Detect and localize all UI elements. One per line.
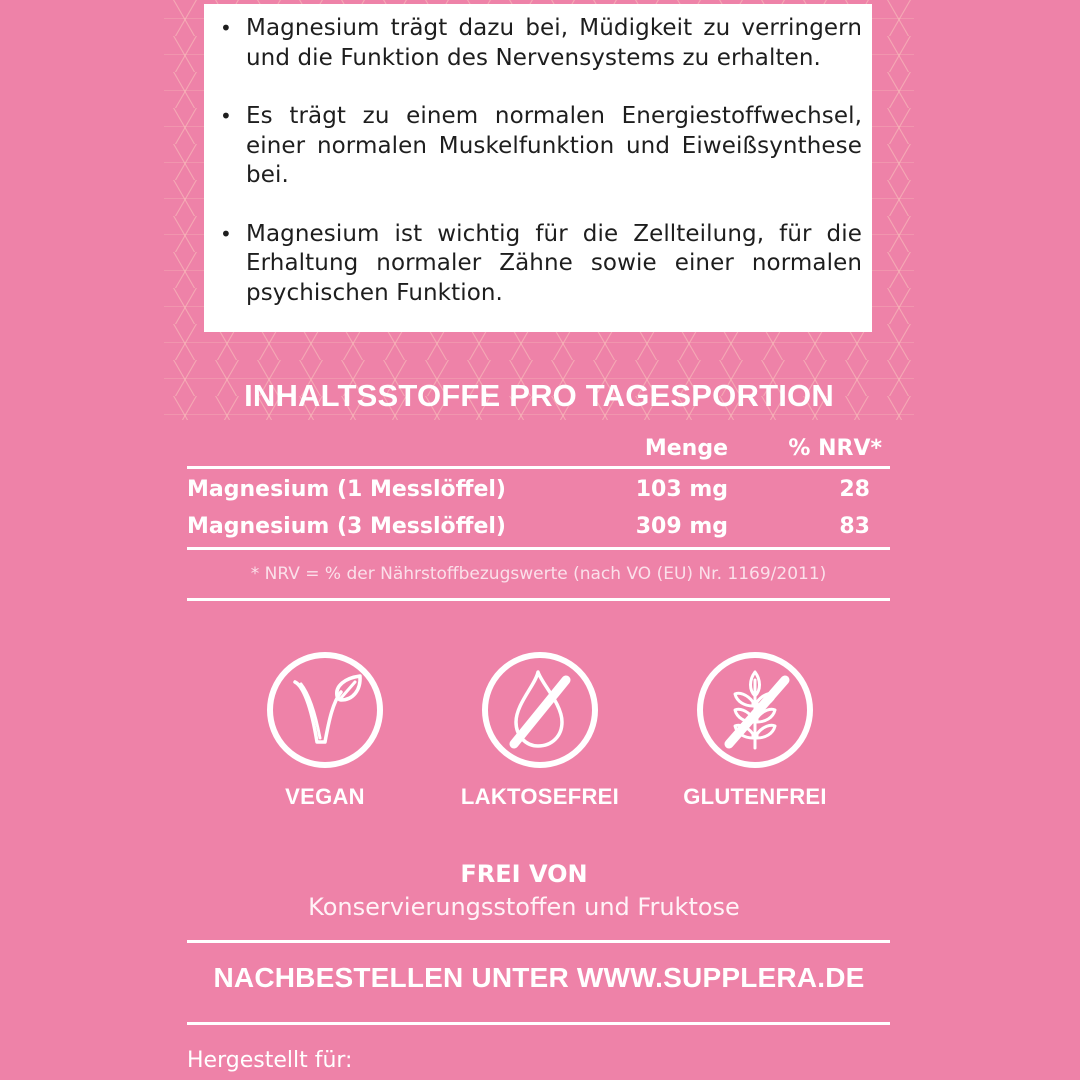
badge-vegan <box>230 650 420 810</box>
gluten-free-wheat-icon <box>695 650 815 770</box>
cell-amount: 309 mg <box>635 514 728 539</box>
reorder-text: NACHBESTELLEN UNTER WWW.SUPPLERA.DE <box>213 962 865 993</box>
divider <box>187 1022 890 1025</box>
ingredients-title: INHALTSSTOFFE PRO TAGESPORTION <box>244 378 834 413</box>
column-header-nrv: % NRV* <box>788 435 882 461</box>
manufacturer-label: Hergestellt für: <box>187 1048 353 1073</box>
column-header-amount: Menge <box>644 435 728 461</box>
benefits-card <box>204 4 872 332</box>
free-from-text: Konservierungsstoffen und Fruktose <box>308 893 740 921</box>
cell-name: Magnesium (3 Messlöffel) <box>187 514 506 539</box>
cell-nrv: 28 <box>839 477 870 502</box>
table-header <box>187 430 890 466</box>
lactose-free-drop-icon <box>480 650 600 770</box>
benefit-text: Es trägt zu einem normalen Energiestoffwechsel, einer normalen Muskelfunktion und Eiweißsynthese bei. <box>246 103 862 188</box>
badge-label: LAKTOSEFREI <box>460 784 620 809</box>
badge-label: GLUTENFREI <box>683 784 827 809</box>
table-divider <box>187 466 890 469</box>
cell-nrv: 83 <box>839 514 870 539</box>
table-row <box>187 471 890 508</box>
benefits-list <box>218 14 862 308</box>
divider <box>187 940 890 943</box>
cell-name: Magnesium (1 Messlöffel) <box>187 477 506 502</box>
badge-gluten-free <box>660 650 850 810</box>
nrv-footnote: * NRV = % der Nährstoffbezugswerte (nach VO (EU) Nr. 1169/2011) <box>250 564 827 584</box>
benefit-text: Magnesium ist wichtig für die Zellteilung, für die Erhaltung normaler Zähne sowie einer normalen psychischen Funktion. <box>246 220 862 306</box>
benefit-item <box>218 14 862 73</box>
free-from-title: FREI VON <box>460 860 588 888</box>
nutrition-table <box>187 430 890 601</box>
badge-label: VEGAN <box>285 784 365 809</box>
bullet-icon: • <box>220 16 232 40</box>
bullet-icon: • <box>220 104 232 128</box>
badges-row <box>230 650 850 810</box>
benefit-item <box>218 102 862 191</box>
badge-lactose-free <box>445 650 635 810</box>
table-divider <box>187 598 890 601</box>
vegan-leaf-icon <box>265 650 385 770</box>
benefit-text: Magnesium trägt dazu bei, Müdigkeit zu verringern und die Funktion des Nervensystems zu erhalten. <box>246 15 862 71</box>
benefit-item <box>218 220 862 309</box>
table-row <box>187 508 890 545</box>
free-from-section <box>164 858 884 924</box>
cell-amount: 103 mg <box>635 477 728 502</box>
bullet-icon: • <box>220 221 232 246</box>
